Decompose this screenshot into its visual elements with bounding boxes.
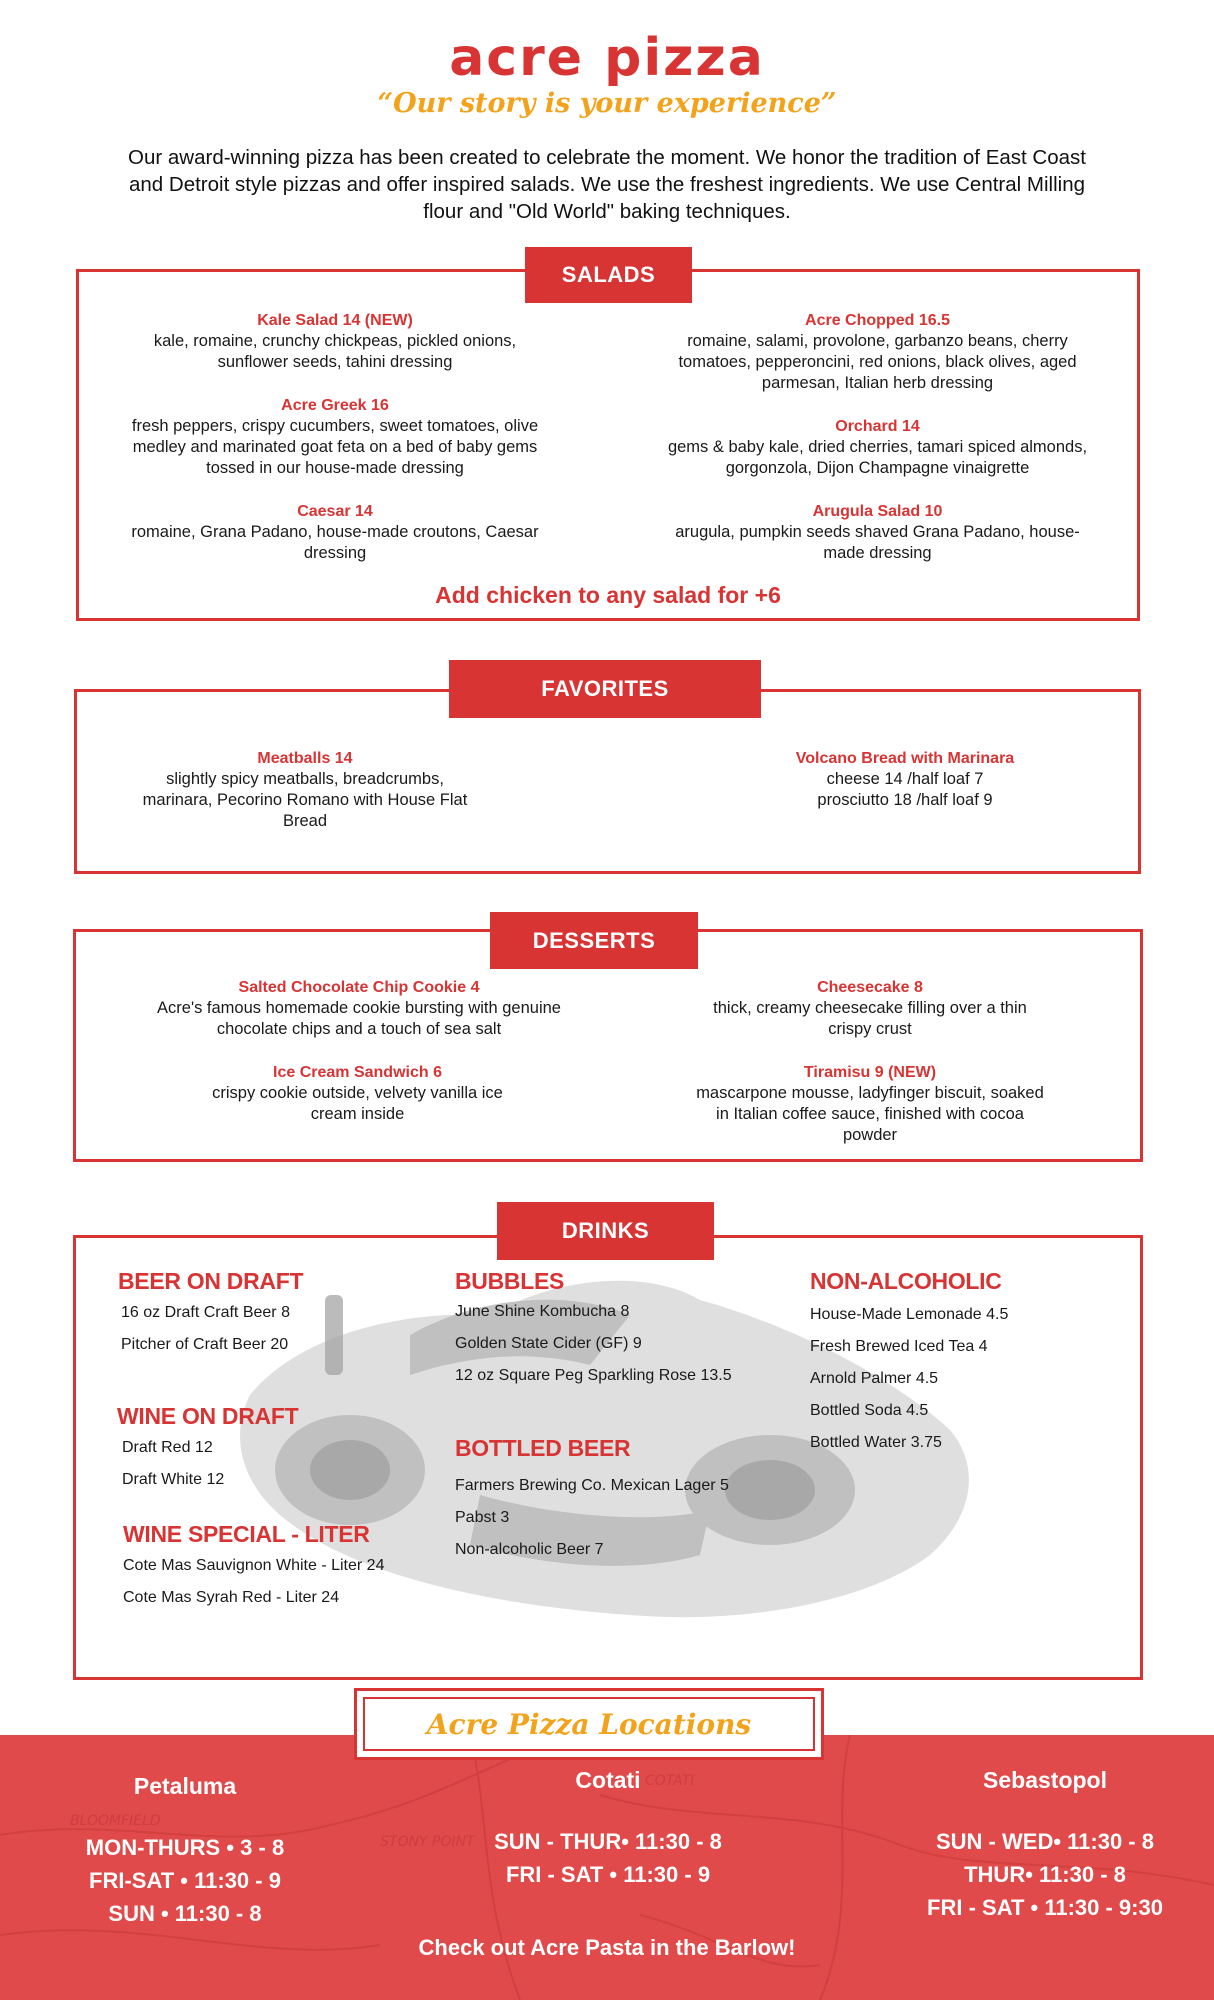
category-heading: NON-ALCOHOLIC [810,1268,1002,1294]
item-description: thick, creamy cheesecake filling over a thin crispy crust [713,999,1027,1038]
drinks-category [810,1268,1110,1459]
item-price-line: prosciutto 18 /half loaf 9 [817,791,993,809]
drink-item: House-Made Lemonade 4.5 [810,1306,1009,1323]
drink-item: Pitcher of Craft Beer 20 [121,1336,289,1353]
drinks-category [117,1403,437,1496]
item-description: romaine, Grana Padano, house-made croutons, Caesar dressing [131,523,539,562]
menu-item [665,416,1090,479]
category-heading: BUBBLES [455,1268,565,1294]
item-name: Cheesecake 8 [817,979,923,996]
location-hours-petaluma [30,1831,340,1930]
item-name: Salted Chocolate Chip Cookie 4 [238,979,480,996]
drink-item: Bottled Soda 4.5 [810,1402,929,1419]
drink-item: Non-alcoholic Beer 7 [455,1541,604,1558]
drink-item: Bottled Water 3.75 [810,1434,942,1451]
location-name-cotati: Cotati [575,1767,641,1793]
menu-item [695,977,1045,1040]
drink-item: 16 oz Draft Craft Beer 8 [121,1304,290,1321]
menu-item [130,501,540,564]
item-description: mascarpone mousse, ladyfinger biscuit, soaked in Italian coffee sauce, finished with cocoa powder [696,1084,1044,1144]
favorites-heading: FAVORITES [449,660,761,718]
menu-item [745,748,1065,811]
category-heading: WINE ON DRAFT [117,1403,299,1429]
salad-addon-note: Add chicken to any salad for +6 [435,582,781,608]
drinks-category [123,1521,463,1614]
location-hours-cotati [438,1825,778,1891]
item-name: Arugula Salad 10 [812,503,943,520]
drink-item: Draft Red 12 [122,1439,213,1456]
hours-line: SUN - WED• 11:30 - 8 [936,1829,1154,1854]
hours-line: FRI-SAT • 11:30 - 9 [89,1868,281,1893]
item-description: romaine, salami, provolone, garbanzo beans, cherry tomatoes, pepperoncini, red onions, black olives, aged parmesan, Italian herb dressing [678,332,1077,392]
location-name-sebastopol: Sebastopol [983,1767,1107,1793]
intro-paragraph: Our award-winning pizza has been created to celebrate the moment. We honor the tradition of East Coast and Detroit style pizzas and offer inspired salads. We use the freshest ingredients. We use Central Milling flour and "Old World" baking techniques. [128,146,1086,223]
item-name: Meatballs 14 [257,750,353,767]
menu-item [195,1062,520,1125]
item-name: Kale Salad 14 (NEW) [257,312,413,329]
item-description: fresh peppers, crispy cucumbers, sweet tomatoes, olive medley and marinated goat feta on a bed of baby gems tossed in our house-made dressing [131,417,539,477]
item-description: slightly spicy meatballs, breadcrumbs, marinara, Pecorino Romano with House Flat Bread [142,770,468,830]
menu-item [690,1062,1050,1146]
menu-item [665,501,1090,564]
drink-item: Arnold Palmer 4.5 [810,1370,939,1387]
item-name: Orchard 14 [835,418,920,435]
item-description: Acre's famous homemade cookie bursting with genuine chocolate chips and a touch of sea salt [157,999,561,1038]
item-name: Ice Cream Sandwich 6 [273,1064,442,1081]
drink-item: Fresh Brewed Iced Tea 4 [810,1338,988,1355]
item-description: kale, romaine, crunchy chickpeas, pickled onions, sunflower seeds, tahini dressing [153,332,517,371]
drink-item: Draft White 12 [122,1471,225,1488]
drink-item: Farmers Brewing Co. Mexican Lager 5 [455,1477,729,1494]
item-description: arugula, pumpkin seeds shaved Grana Padano, house-made dressing [675,523,1080,562]
hours-line: FRI - SAT • 11:30 - 9:30 [927,1895,1163,1920]
locations-footer [0,1735,1214,2000]
drink-item: Cote Mas Sauvignon White - Liter 24 [123,1557,385,1574]
drink-item: Cote Mas Syrah Red - Liter 24 [123,1589,340,1606]
brand-logo: acre pizza [449,28,765,88]
menu-item [665,310,1090,394]
locations-title: Acre Pizza Locations [363,1697,815,1751]
salads-heading: SALADS [525,247,692,303]
tagline: “Our story is your experience” [377,88,837,119]
category-heading: BEER ON DRAFT [118,1268,304,1294]
hours-line: SUN • 11:30 - 8 [108,1901,262,1926]
desserts-heading: DESSERTS [490,912,698,969]
item-name: Caesar 14 [297,503,373,520]
hours-line: FRI - SAT • 11:30 - 9 [505,1862,711,1887]
item-name: Acre Greek 16 [281,397,389,414]
footer-note: Check out Acre Pasta in the Barlow! [418,1935,796,1960]
location-name-petaluma: Petaluma [133,1773,237,1799]
drinks-category [455,1268,785,1392]
item-name: Tiramisu 9 (NEW) [803,1064,937,1081]
hours-line: THUR• 11:30 - 8 [964,1862,1126,1887]
item-price-line: cheese 14 /half loaf 7 [826,770,984,788]
hours-line: SUN - THUR• 11:30 - 8 [494,1829,722,1854]
locations-banner [354,1688,824,1760]
drinks-category [455,1435,785,1566]
drinks-heading: DRINKS [497,1202,714,1260]
menu-item [140,748,470,832]
drinks-category [118,1268,438,1361]
menu-item [130,310,540,373]
item-name: Volcano Bread with Marinara [795,750,1015,767]
menu-item [130,977,588,1040]
map-label: BLOOMFIELD [70,1813,161,1829]
category-heading: BOTTLED BEER [455,1435,631,1461]
drink-item: Golden State Cider (GF) 9 [455,1335,642,1352]
menu-item [125,395,545,479]
drink-item: Pabst 3 [455,1509,510,1526]
drink-item: 12 oz Square Peg Sparkling Rose 13.5 [455,1367,732,1384]
location-hours-sebastopol [880,1825,1210,1924]
item-description: gems & baby kale, dried cherries, tamari spiced almonds, gorgonzola, Dijon Champagne vinaigrette [667,438,1088,477]
map-label: STONY POINT [380,1834,475,1850]
item-name: Acre Chopped 16.5 [805,312,950,329]
map-label: COTATI [645,1773,695,1789]
item-description: crispy cookie outside, velvety vanilla ice cream inside [212,1084,503,1123]
hours-line: MON-THURS • 3 - 8 [85,1835,285,1860]
drink-item: June Shine Kombucha 8 [455,1303,630,1320]
category-heading: WINE SPECIAL - LITER [123,1521,370,1547]
